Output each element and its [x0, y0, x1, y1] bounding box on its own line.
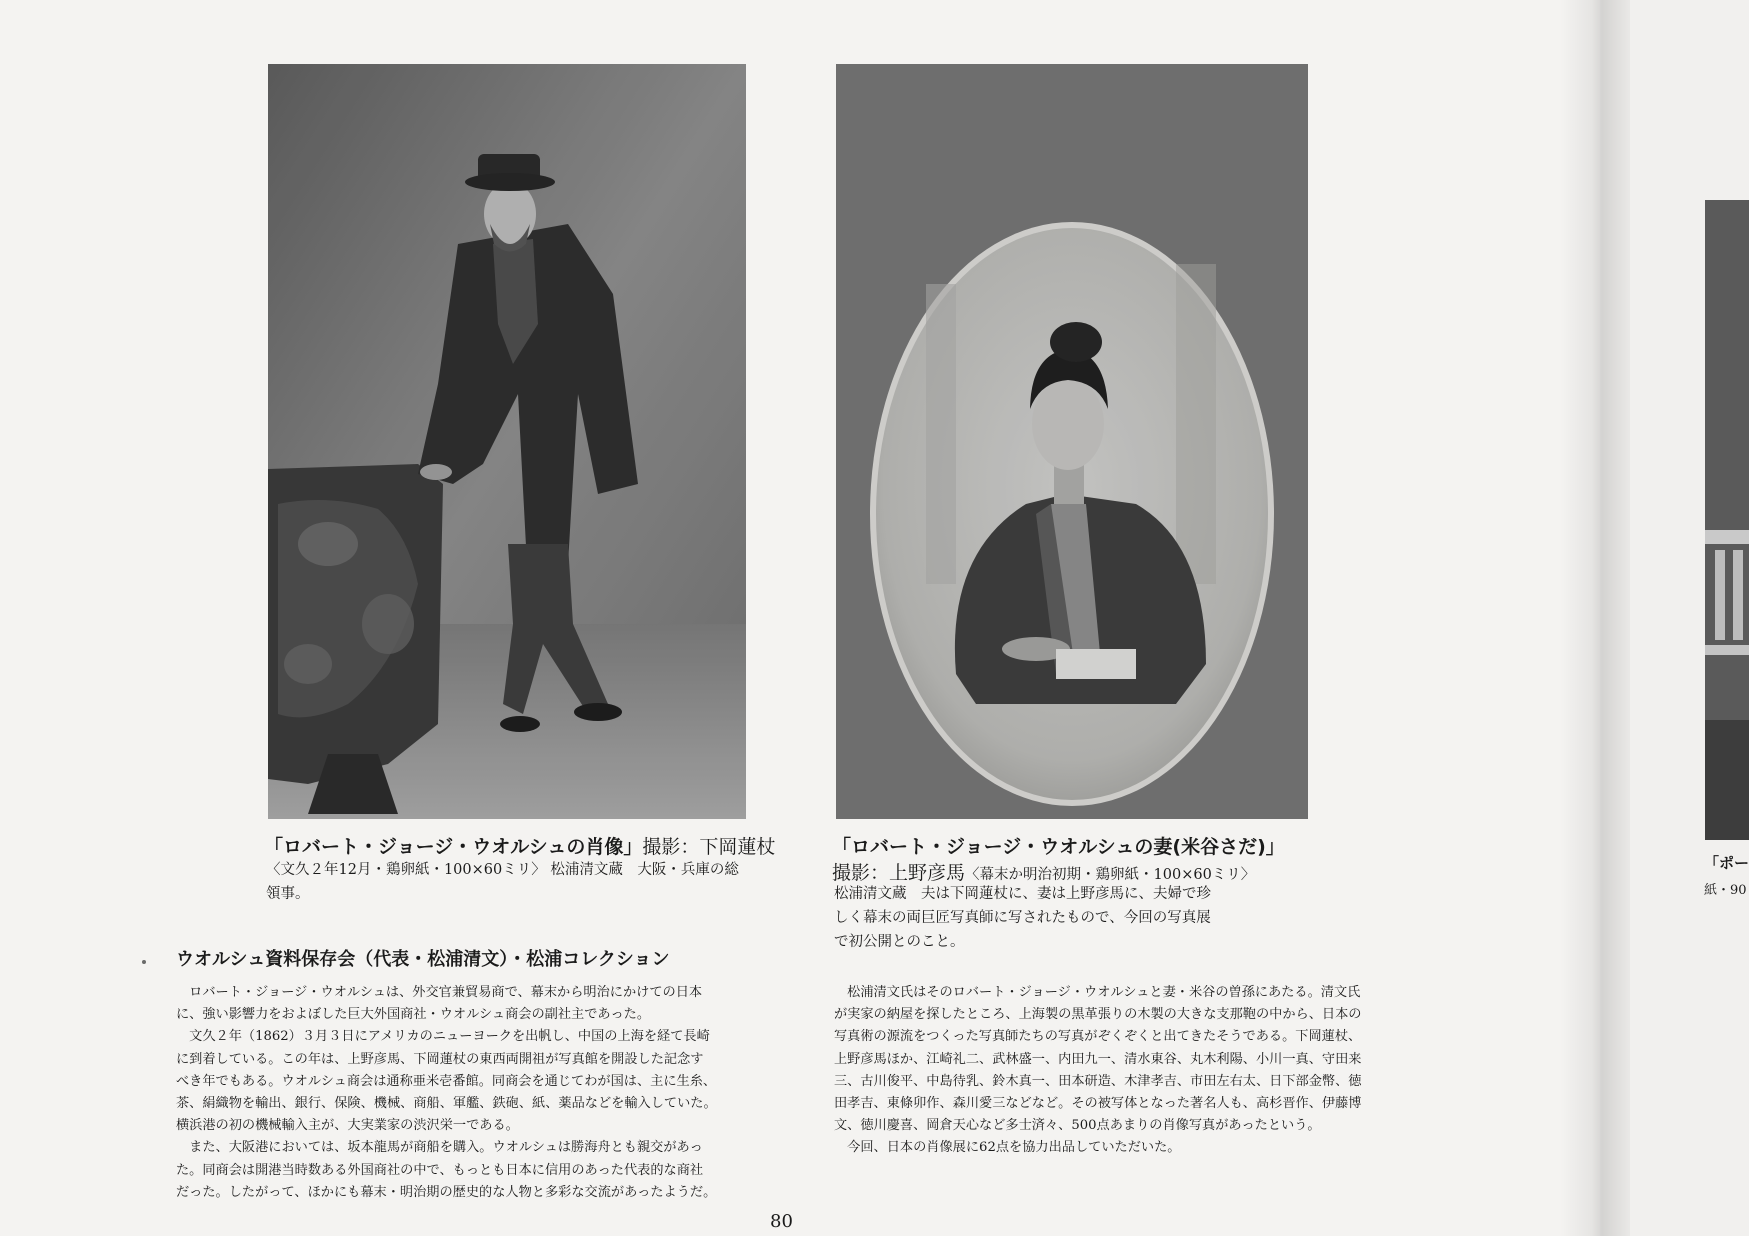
- body-line: に到着している。この年は、上野彦馬、下岡蓮杖の東西両開祖が写真館を開設した記念す: [176, 1051, 704, 1067]
- body-line: が実家の納屋を探したところ、上海製の黒革張りの木製の大きな支那鞄の中から、日本の: [834, 1007, 1362, 1023]
- left-caption-line: 領事。: [266, 886, 310, 902]
- body-line: ロバート・ジョージ・ウオルシュは、外交官兼貿易商で、幕末から明治にかけての日本: [176, 985, 703, 1000]
- right-caption-title: [832, 832, 1285, 859]
- right-caption-credit-line: [832, 858, 1255, 885]
- facing-caption-line1: 「ポー: [1704, 854, 1749, 872]
- photo-walsh-image: [268, 64, 746, 819]
- body-line: 写真術の源流をつくった写真師たちの写真がぞくぞくと出てきたそうである。下岡蓮杖、: [834, 1029, 1362, 1045]
- body-line: 文久２年（1862）３月３日にアメリカのニューヨークを出帆し、中国の上海を経て長崎: [176, 1029, 710, 1045]
- photo-wife-image: [836, 64, 1308, 819]
- right-caption-line: で初公開とのこと。: [834, 934, 965, 950]
- photo-walsh-wife: [836, 64, 1308, 819]
- body-line: た。同商会は開港当時数ある外国商社の中で、もっとも日本に信用のあった代表的な商社: [176, 1162, 704, 1178]
- facing-page-caption: [1704, 852, 1749, 898]
- body-line: また、大阪港においては、坂本龍馬が商船を購入。ウオルシュは勝海舟とも親交があっ: [176, 1140, 703, 1156]
- right-caption-title-text: 「ロバート・ジョージ・ウオルシュの妻(米谷さだ)」: [832, 836, 1285, 858]
- right-caption-line: 松浦清文蔵 夫は下岡蓮杖に、妻は上野彦馬に、夫婦で珍: [834, 886, 1211, 902]
- body-line: べき年でもある。ウオルシュ商会は通称亜米壱番館。同商会を通じてわが国は、主に生糸、: [176, 1073, 717, 1089]
- body-line: 茶、絹織物を輸出、銀行、保険、機械、商船、軍艦、鉄砲、紙、薬品などを輸入していた。: [176, 1096, 717, 1112]
- facing-caption-line2: 紙・90: [1704, 883, 1747, 898]
- body-line: 田孝吉、東條卯作、森川愛三などなど。その被写体となった著名人も、高杉晋作、伊藤博: [834, 1096, 1362, 1112]
- left-caption-title-text: 「ロバート・ジョージ・ウオルシュの肖像」: [264, 836, 643, 858]
- page-number: 80: [770, 1211, 793, 1232]
- body-line: だった。したがって、ほかにも幕末・明治期の歴史的な人物と多彩な交流があったようだ。: [176, 1184, 717, 1200]
- body-line: 三、古川俊平、中島待乳、鈴木真一、田本研造、木津孝吉、市田左右太、日下部金幣、徳: [834, 1073, 1362, 1089]
- right-caption-body: [834, 882, 1211, 954]
- left-caption-line: 〈文久２年12月・鶏卵紙・100×60ミリ〉 松浦清文蔵 大阪・兵庫の総: [266, 862, 739, 878]
- facing-photo-image: [1705, 200, 1749, 840]
- body-line: 横浜港の初の機械輸入主が、大実業家の渋沢栄一である。: [176, 1118, 519, 1134]
- left-caption-credit: 撮影：下岡蓮杖: [642, 836, 776, 858]
- body-line: に、強い影響力をおよぼした巨大外国商社・ウオルシュ商会の副社主であった。: [176, 1007, 651, 1023]
- right-caption-credit: 撮影：上野彦馬: [832, 862, 966, 884]
- left-caption-title: [264, 832, 775, 859]
- facing-page-photo-crop: [1705, 200, 1749, 840]
- section-heading: ウオルシュ資料保存会（代表・松浦清文）・松浦コレクション: [176, 949, 670, 970]
- heading-bullet: [142, 960, 146, 964]
- body-right-column: [834, 982, 1362, 1160]
- right-caption-credit-detail: 〈幕末か明治初期・鶏卵紙・100×60ミリ〉: [965, 867, 1256, 883]
- page-gutter: [1560, 0, 1630, 1236]
- body-line: 上野彦馬ほか、江崎礼二、武林盛一、内田九一、清水東谷、丸木利陽、小川一真、守田来: [834, 1051, 1362, 1067]
- photo-walsh-portrait: [268, 64, 746, 819]
- body-line: 松浦清文氏はそのロバート・ジョージ・ウオルシュと妻・米谷の曽孫にあたる。清文氏: [834, 985, 1361, 1000]
- left-caption-body: [266, 858, 739, 906]
- body-line: 今回、日本の肖像展に62点を協力出品していただいた。: [834, 1140, 1181, 1156]
- right-caption-line: しく幕末の両巨匠写真師に写されたもので、今回の写真展: [834, 910, 1211, 926]
- body-left-column: [176, 982, 717, 1204]
- body-line: 文、徳川慶喜、岡倉天心など多士済々、500点あまりの肖像写真があったという。: [834, 1118, 1321, 1134]
